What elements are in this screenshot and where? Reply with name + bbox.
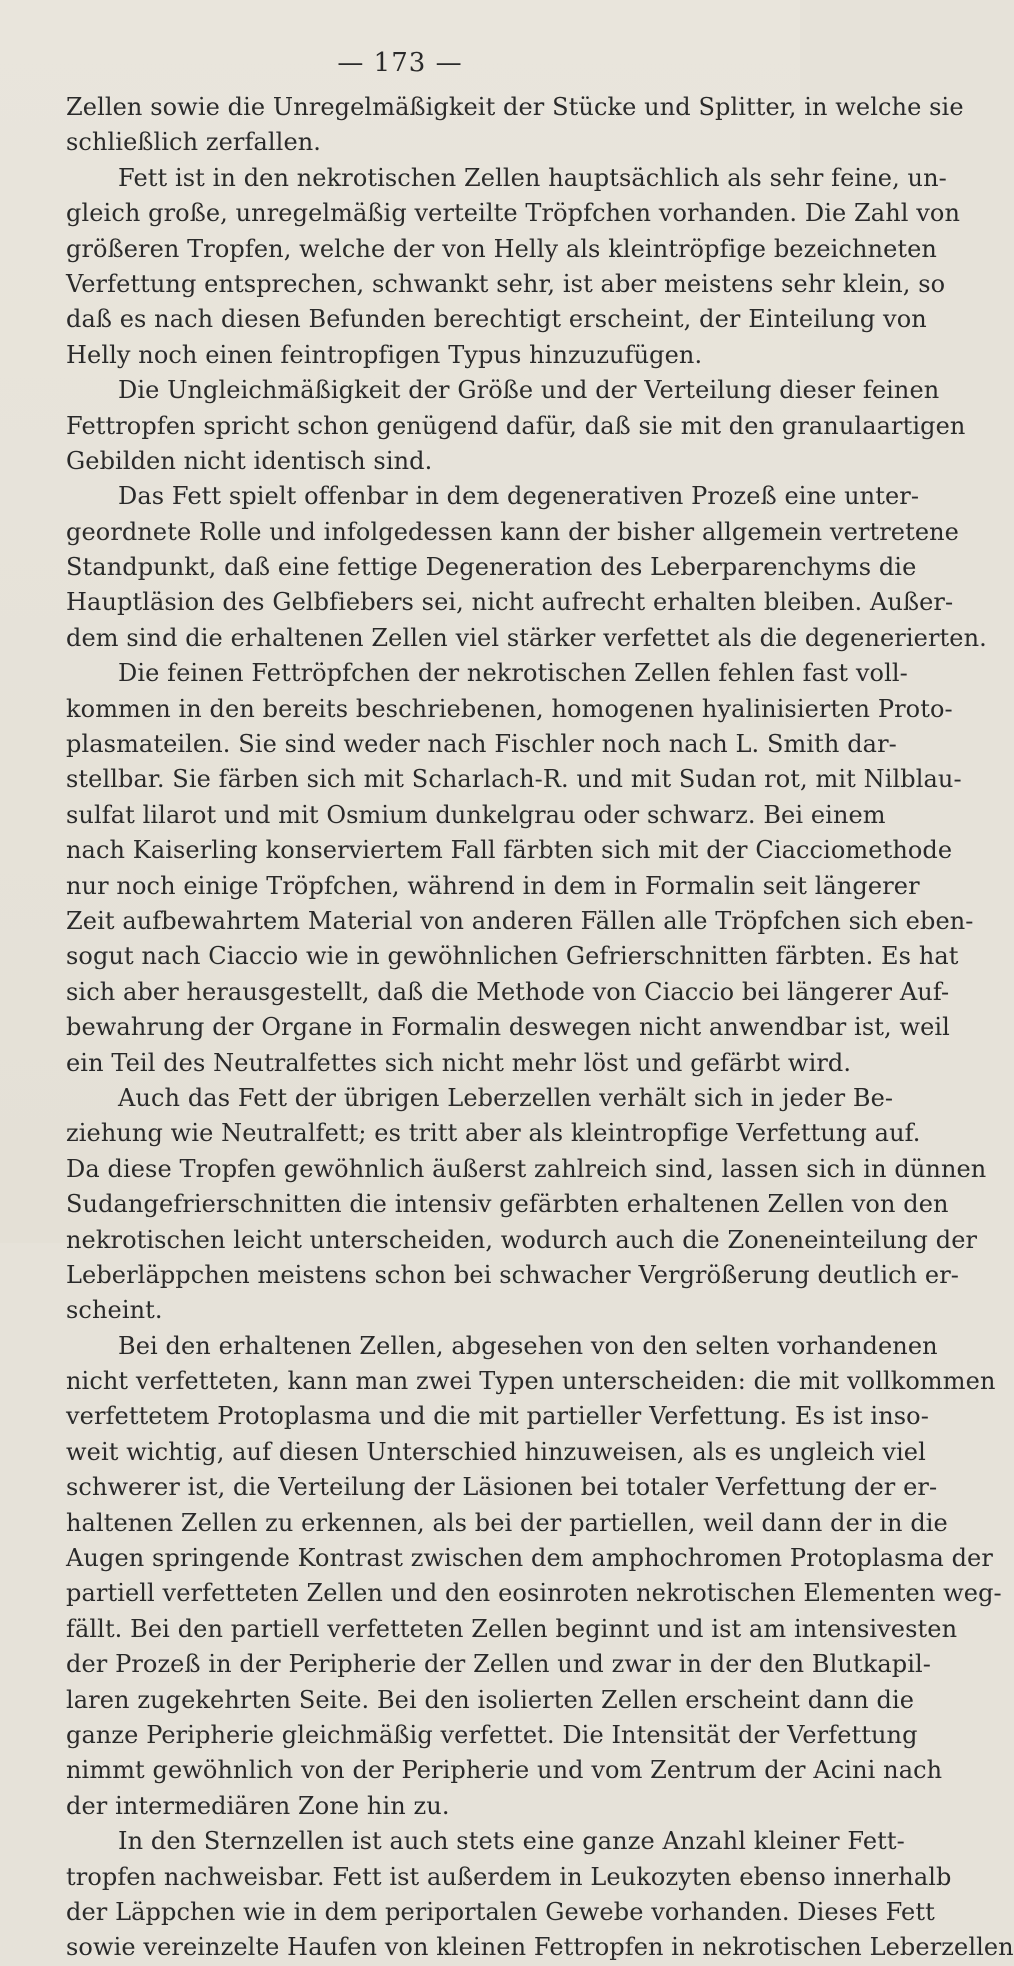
- text-line: Hauptläsion des Gelbfiebers sei, nicht aufrecht erhalten bleiben. Außer-: [66, 588, 954, 617]
- text-line: der Läppchen wie in dem periportalen Gewebe vorhanden. Dieses Fett: [66, 1897, 935, 1926]
- text-line: der intermediären Zone hin zu.: [66, 1791, 450, 1820]
- text-line: scheint.: [66, 1296, 163, 1325]
- text-line: schwerer ist, die Verteilung der Läsionen bei totaler Verfettung der er-: [66, 1473, 938, 1502]
- body-text: [66, 90, 1014, 1966]
- text-line: Auch das Fett der übrigen Leberzellen verhält sich in jeder Be-: [118, 1083, 894, 1112]
- text-line: daß es nach diesen Befunden berechtigt erscheint, der Einteilung von: [66, 305, 927, 334]
- text-line: Die Ungleichmäßigkeit der Größe und der Verteilung dieser feinen: [118, 376, 940, 405]
- text-line: nekrotischen leicht unterscheiden, wodurch auch die Zoneneinteilung der: [66, 1225, 978, 1254]
- text-line: fällt. Bei den partiell verfetteten Zellen beginnt und ist am intensivesten: [66, 1614, 958, 1643]
- text-line: ziehung wie Neutralfett; es tritt aber als kleintropfige Verfettung auf.: [66, 1119, 921, 1148]
- text-line: Leberläppchen meistens schon bei schwacher Vergrößerung deutlich er-: [66, 1260, 960, 1289]
- text-line: haltenen Zellen zu erkennen, als bei der partiellen, weil dann der in die: [66, 1508, 948, 1537]
- text-line: Verfettung entsprechen, schwankt sehr, ist aber meistens sehr klein, so: [66, 269, 946, 298]
- text-line: partiell verfetteten Zellen und den eosinroten nekrotischen Elementen weg-: [66, 1579, 1002, 1608]
- text-line: größeren Tropfen, welche der von Helly als kleintröpfige bezeichneten: [66, 234, 937, 263]
- text-line: tropfen nachweisbar. Fett ist außerdem in Leukozyten ebenso innerhalb: [66, 1862, 952, 1891]
- text-line: sogut nach Ciaccio wie in gewöhnlichen Gefrierschnitten färbten. Es hat: [66, 942, 959, 971]
- text-line: sulfat lilarot und mit Osmium dunkelgrau oder schwarz. Bei einem: [66, 800, 886, 829]
- text-line: weit wichtig, auf diesen Unterschied hinzuweisen, als es ungleich viel: [66, 1437, 926, 1466]
- text-line: stellbar. Sie färben sich mit Scharlach-R. und mit Sudan rot, mit Nilblau-: [66, 765, 962, 794]
- text-line: Helly noch einen feintropfigen Typus hinzuzufügen.: [66, 340, 703, 369]
- text-line: schließlich zerfallen.: [66, 128, 322, 157]
- text-line: Sudangefrierschnitten die intensiv gefärbten erhaltenen Zellen von den: [66, 1190, 949, 1219]
- text-line: Zellen sowie die Unregelmäßigkeit der Stücke und Splitter, in welche sie: [66, 93, 964, 121]
- text-line: dem sind die erhaltenen Zellen viel stärker verfettet als die degenerierten.: [66, 623, 987, 652]
- text-line: ein Teil des Neutralfettes sich nicht mehr löst und gefärbt wird.: [66, 1048, 852, 1077]
- text-line: geordnete Rolle und infolgedessen kann der bisher allgemein vertretene: [66, 517, 959, 546]
- text-line: Fett ist in den nekrotischen Zellen hauptsächlich als sehr feine, un-: [118, 163, 947, 192]
- text-line: bewahrung der Organe in Formalin deswegen nicht anwendbar ist, weil: [66, 1013, 950, 1042]
- text-line: ganze Peripherie gleichmäßig verfettet. Die Intensität der Verfettung: [66, 1720, 918, 1749]
- text-line: plasmateilen. Sie sind weder nach Fischler noch nach L. Smith dar-: [66, 730, 897, 759]
- text-line: sowie vereinzelte Haufen von kleinen Fettropfen in nekrotischen Leberzellen: [66, 1933, 1014, 1962]
- text-line: Das Fett spielt offenbar in dem degenerativen Prozeß eine unter-: [118, 482, 920, 511]
- text-line: kommen in den bereits beschriebenen, homogenen hyalinisierten Proto-: [66, 694, 953, 723]
- text-line: nicht verfetteten, kann man zwei Typen unterscheiden: die mit vollkommen: [66, 1367, 996, 1396]
- text-line: laren zugekehrten Seite. Bei den isolierten Zellen erscheint dann die: [66, 1685, 915, 1714]
- text-line: Standpunkt, daß eine fettige Degeneration des Leberparenchyms die: [66, 553, 917, 582]
- text-line: Fettropfen spricht schon genügend dafür, daß sie mit den granulaartigen: [66, 411, 966, 440]
- text-line: Da diese Tropfen gewöhnlich äußerst zahlreich sind, lassen sich in dünnen: [66, 1154, 987, 1183]
- text-line: nach Kaiserling konserviertem Fall färbten sich mit der Ciacciomethode: [66, 836, 953, 865]
- text-line: In den Sternzellen ist auch stets eine ganze Anzahl kleiner Fett-: [118, 1827, 905, 1856]
- text-line: Gebilden nicht identisch sind.: [66, 446, 433, 475]
- text-line: der Prozeß in der Peripherie der Zellen und zwar in der den Blutkapil-: [66, 1650, 931, 1679]
- text-line: nimmt gewöhnlich von der Peripherie und vom Zentrum der Acini nach: [66, 1756, 943, 1785]
- text-line: Bei den erhaltenen Zellen, abgesehen von den selten vorhandenen: [118, 1331, 938, 1360]
- text-line: sich aber herausgestellt, daß die Methode von Ciaccio bei längerer Auf-: [66, 977, 950, 1006]
- page-number: — 173 —: [337, 48, 463, 78]
- text-line: Zeit aufbewahrtem Material von anderen Fällen alle Tröpfchen sich eben-: [66, 906, 974, 935]
- text-line: verfettetem Protoplasma und die mit partieller Verfettung. Es ist inso-: [66, 1402, 929, 1431]
- text-line: Die feinen Fettröpfchen der nekrotischen Zellen fehlen fast voll-: [118, 659, 908, 688]
- text-line: Augen springende Kontrast zwischen dem amphochromen Protoplasma der: [66, 1544, 993, 1573]
- text-line: nur noch einige Tröpfchen, während in dem in Formalin seit längerer: [66, 871, 920, 900]
- text-line: gleich große, unregelmäßig verteilte Tröpfchen vorhanden. Die Zahl von: [66, 199, 961, 228]
